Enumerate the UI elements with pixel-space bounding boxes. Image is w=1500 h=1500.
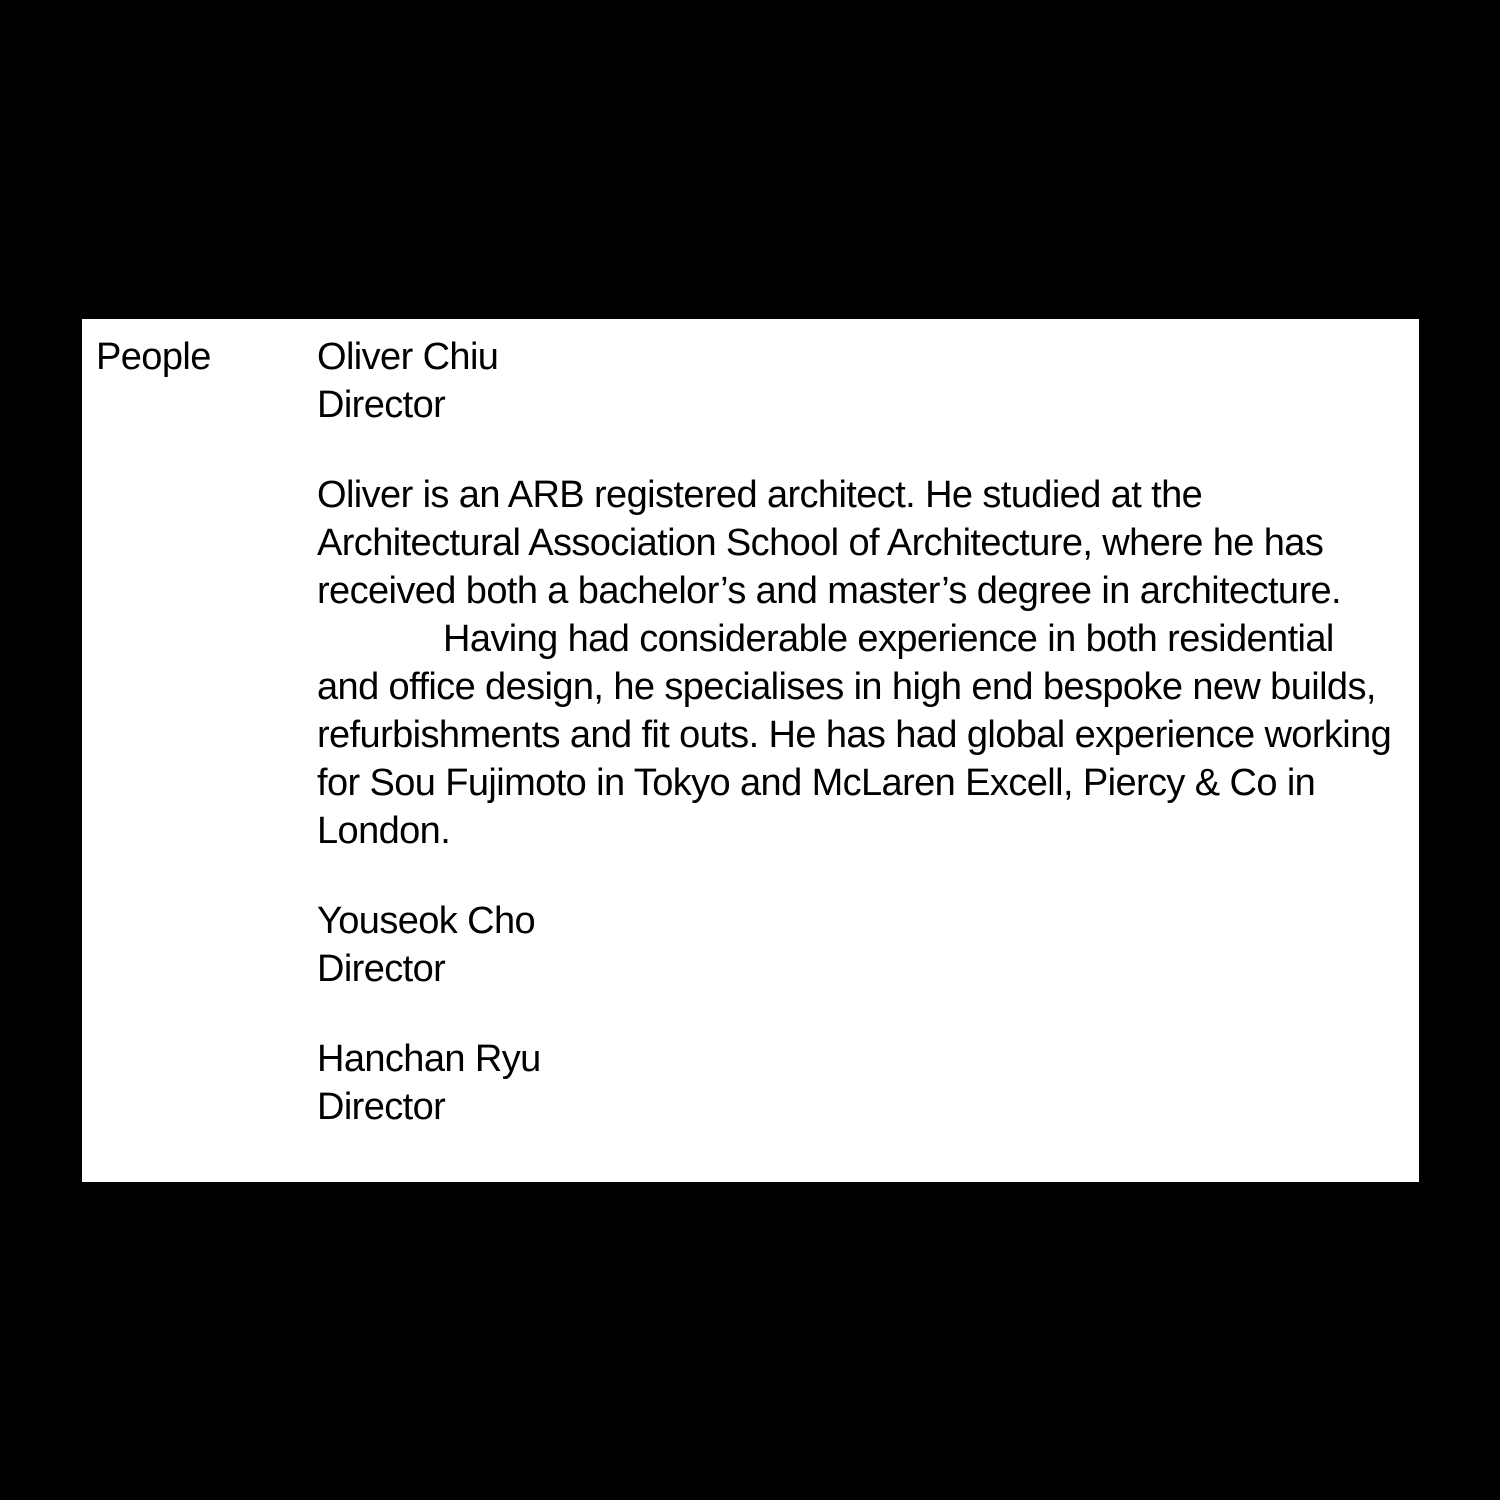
person-hanchan-ryu [317, 1035, 1397, 1131]
people-list [317, 333, 1397, 1131]
person-name: Youseok Cho [317, 900, 536, 942]
person-oliver-chiu [317, 333, 1397, 855]
bio-paragraph: Having had considerable experience in both residential and office design, he specialises in high end bespoke new builds, refurbishments and fit outs. He has had global experience working for Sou Fujimoto in Tokyo and McLaren Excell, Piercy & Co in London. [317, 618, 1392, 852]
person-role: Director [317, 948, 446, 990]
person-role: Director [317, 1086, 446, 1128]
person-name: Hanchan Ryu [317, 1038, 541, 1080]
person-youseok-cho [317, 897, 1397, 993]
people-card [82, 319, 1419, 1182]
person-name: Oliver Chiu [317, 336, 499, 378]
person-role: Director [317, 384, 446, 426]
section-label: People [96, 336, 211, 378]
person-bio [317, 471, 1397, 855]
bio-paragraph: Oliver is an ARB registered architect. He studied at the Architectural Association School of Architecture, where he has received both a bachelor’s and master’s degree in architecture. [317, 474, 1342, 612]
